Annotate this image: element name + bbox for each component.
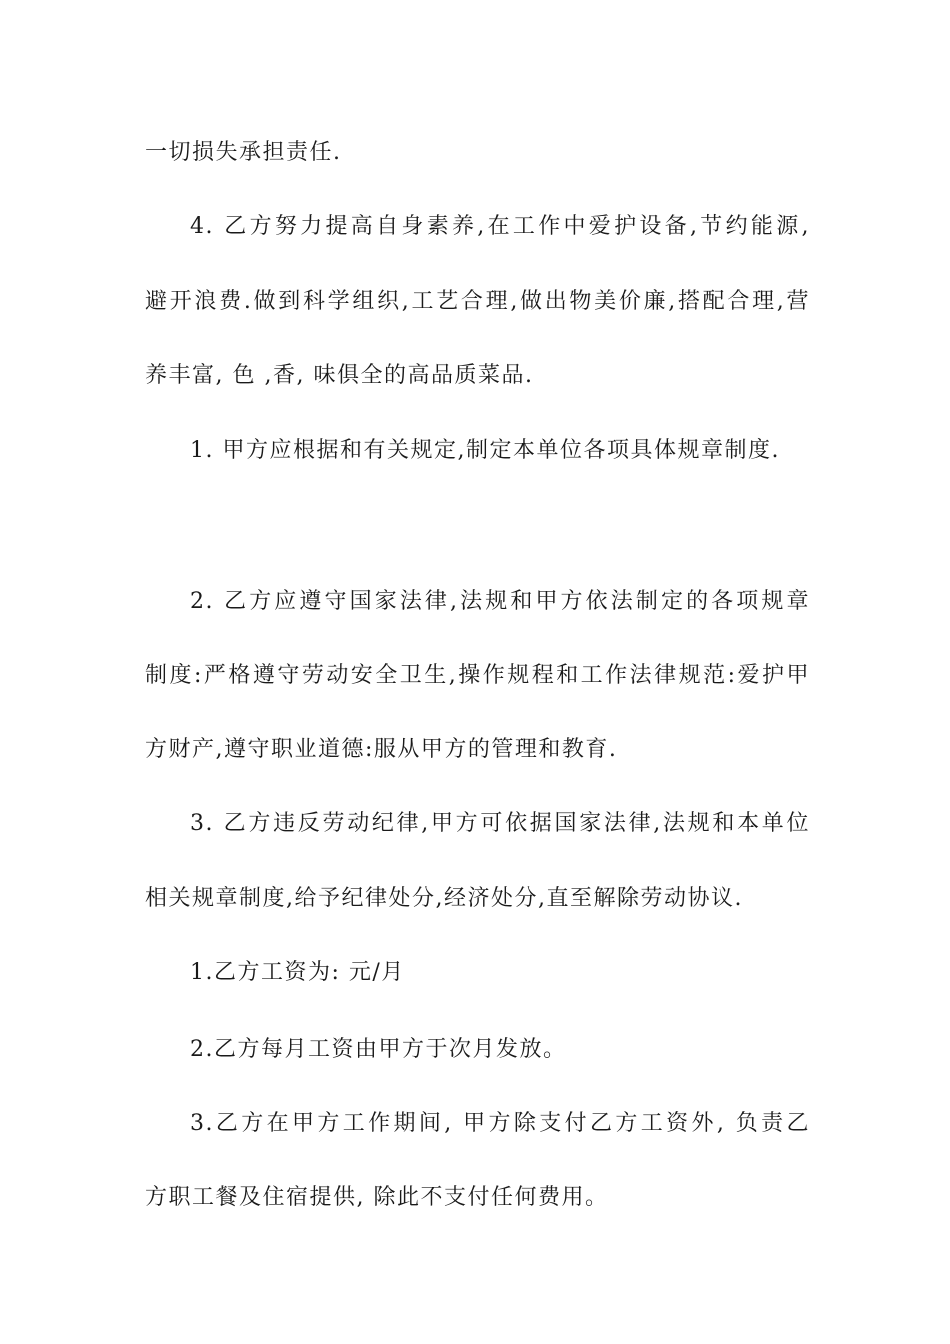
text-line-4: 养丰富, 色 ,香, 味俱全的高品质菜品. xyxy=(145,363,534,388)
text-line-8: 方财产,遵守职业道德:服从甲方的管理和教育. xyxy=(145,737,618,762)
text-line-7: 制度:严格遵守劳动安全卫生,操作规程和工作法律规范:爱护甲 xyxy=(145,663,810,688)
text-line-12: 2.乙方每月工资由甲方于次月发放。 xyxy=(190,1037,567,1062)
text-line-13: 3.乙方在甲方工作期间, 甲方除支付乙方工资外, 负责乙 xyxy=(190,1111,810,1136)
text-line-1: 一切损失承担责任. xyxy=(145,140,342,165)
text-line-11: 1.乙方工资为: 元/月 xyxy=(190,960,405,985)
text-line-3: 避开浪费.做到科学组织,工艺合理,做出物美价廉,搭配合理,营 xyxy=(145,289,810,314)
text-line-9: 3. 乙方违反劳动纪律,甲方可依据国家法律,法规和本单位 xyxy=(190,811,810,836)
text-line-10: 相关规章制度,给予纪律处分,经济处分,直至解除劳动协议. xyxy=(145,886,743,911)
text-line-5: 1. 甲方应根据和有关规定,制定本单位各项具体规章制度. xyxy=(190,438,780,463)
text-line-2: 4. 乙方努力提高自身素养,在工作中爱护设备,节约能源, xyxy=(190,214,810,239)
text-line-6: 2. 乙方应遵守国家法律,法规和甲方依法制定的各项规章 xyxy=(190,589,810,614)
text-line-14: 方职工餐及住宿提供, 除此不支付任何费用。 xyxy=(145,1185,609,1210)
